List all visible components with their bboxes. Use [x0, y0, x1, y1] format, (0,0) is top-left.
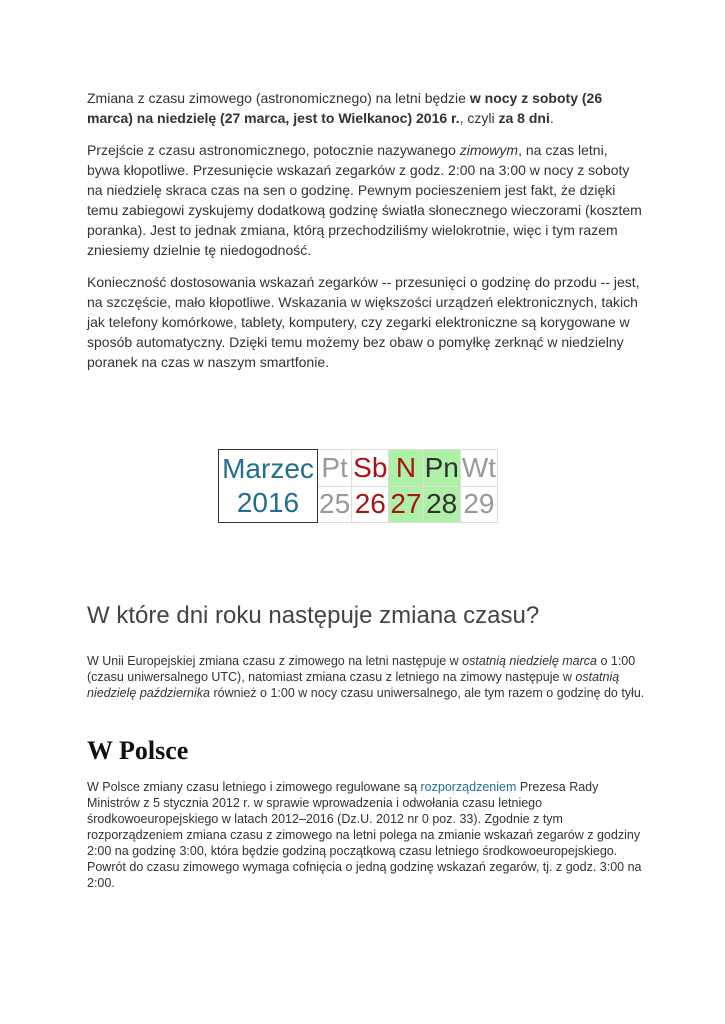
calendar-day-name: Wt — [460, 450, 497, 487]
calendar-month: Marzec — [222, 453, 314, 484]
section-dates-text — [87, 653, 647, 701]
text-run: o 1:00 (czasu uniwersalnego UTC), natomiast zmiana czasu z letniego na zimowy następuje w — [87, 654, 636, 684]
calendar-month-cell — [219, 450, 318, 523]
section-heading-poland: W Polsce — [87, 736, 189, 765]
intro-paragraph-2 — [87, 140, 643, 260]
text-run: Przejście z czasu astronomicznego, potocznie nazywanego — [87, 142, 460, 158]
intro-paragraph-1 — [87, 88, 643, 128]
text-run: Zmiana z czasu zimowego (astronomicznego) na letni będzie — [87, 90, 470, 106]
text-run: , czyli — [459, 110, 499, 126]
intro-paragraph-3: Konieczność dostosowania wskazań zegarków -- przesunięci o godzinę do przodu -- jest, na szczęście, mało kłopotliwe. Wskazania w większości urządzeń elektronicznych, takich jak telefony komórkowe, tablety, komputery, czy zegarki elektroniczne są korygowane w sposób automatyczny. Dzięki temu możemy bez obaw o pomyłkę zerknąć w niedzielny poranek na czas w naszym smartfonie. — [87, 274, 640, 370]
italic-march: ostatnią niedzielę marca — [462, 654, 597, 668]
calendar-day-number: 29 — [460, 486, 497, 523]
section-poland-text — [87, 779, 647, 891]
intro-text — [87, 88, 643, 372]
bold-days-left: za 8 dni — [498, 110, 550, 126]
text-run: również o 1:00 w nocy czasu uniwersalnego, ale tym razem o godzinę do tyłu. — [210, 686, 645, 700]
calendar-day-name: Pt — [318, 450, 352, 487]
bold-date: w nocy z soboty (26 marca) na niedzielę (27 marca, jest to Wielkanoc) 2016 r. — [87, 90, 603, 126]
text-run: , na czas letni, bywa kłopotliwe. Przesunięcie wskazań zegarków z godz. 2:00 na 3:00 w nocy z soboty na niedzielę skraca czas na sen o godzinę. Pewnym pocieszeniem jest fakt, że dzięki temu zabiegowi zyskujemy dodatkową godzinę światła słonecznego wieczorami (kosztem poranka). Jest to jednak zmiana, którą przechodziliśmy wielokrotnie, więc i tym razem zniesiemy dzielnie tę niedogodność. — [87, 142, 642, 258]
calendar-table — [218, 449, 498, 523]
text-run: . — [549, 110, 554, 126]
text-run: Prezesa Rady Ministrów z 5 stycznia 2012 r. w sprawie wprowadzenia i odwołania czasu letniego środkowoeuropejskiego w latach 2012–2016 (Dz.U. 2012 nr 0 poz. 33). Zgodnie z tym rozporządzeniem zmiana czasu z zimowego na letni polega na zmianie wskazań zegarów z godziny 2:00 na godzinę 3:00, która będzie godziną początkową czasu letniego środkowoeuropejskiego. Powrót do czasu zimowego wymaga cofnięcia o jedną godzinę wskazań zegarów, tj. z godz. 3:00 na 2:00. — [87, 780, 642, 890]
calendar-day-number: 25 — [318, 486, 352, 523]
italic-word: zimowym — [459, 142, 519, 158]
calendar-day-number: 28 — [423, 486, 460, 523]
calendar-day-name: Sb — [352, 450, 389, 487]
text-run: W Polsce zmiany czasu letniego i zimowego regulowane są — [87, 780, 421, 794]
regulation-link[interactable]: rozporządzeniem — [420, 780, 517, 794]
calendar-day-number: 26 — [352, 486, 389, 523]
calendar-day-name: N — [389, 450, 423, 487]
calendar-day-name: Pn — [423, 450, 460, 487]
calendar-year: 2016 — [236, 487, 300, 518]
calendar-day-number: 27 — [389, 486, 423, 523]
italic-october: ostatnią niedzielę października — [87, 670, 620, 700]
section-heading-dates: W które dni roku następuje zmiana czasu? — [87, 602, 540, 629]
text-run: W Unii Europejskiej zmiana czasu z zimowego na letni następuje w — [87, 654, 463, 668]
